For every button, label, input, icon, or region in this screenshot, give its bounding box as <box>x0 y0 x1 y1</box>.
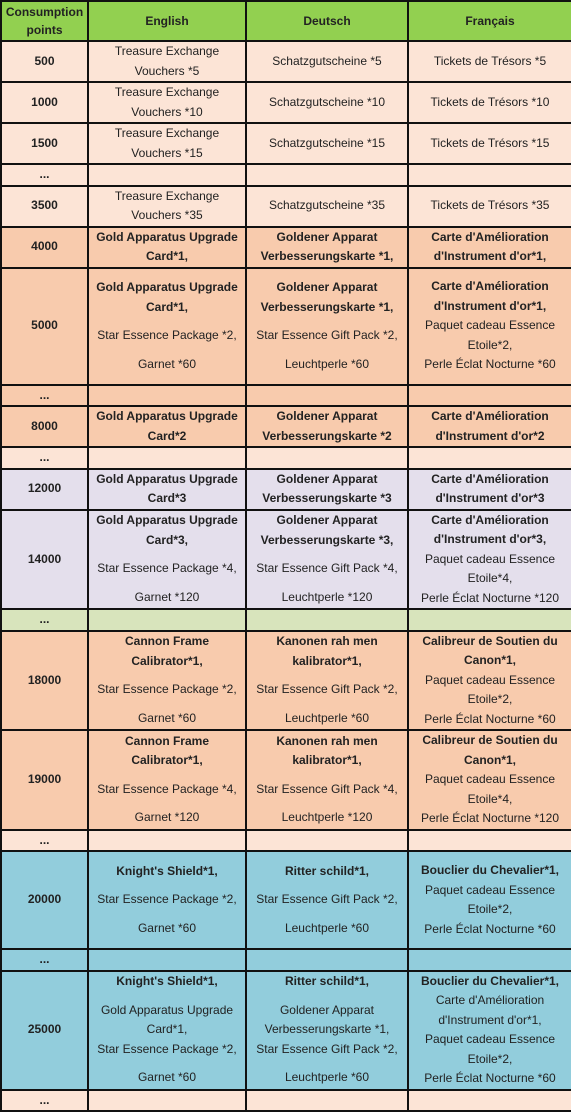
reward-line: Star Essence Gift Pack *2, <box>256 682 398 697</box>
reward-cell-en <box>88 971 246 1090</box>
line-gap <box>91 346 243 355</box>
reward-cell-en <box>88 730 246 830</box>
reward-cell-fr <box>408 82 571 123</box>
line-gap <box>249 700 405 709</box>
reward-line: Schatzgutscheine *5 <box>272 53 382 68</box>
reward-line: Carte d'Amélioration d'Instrument d'or*3 <box>431 471 549 505</box>
points-cell: ... <box>1 164 88 186</box>
points-cell: 3500 <box>1 186 88 227</box>
points-cell: 1000 <box>1 82 88 123</box>
reward-line: Star Essence Gift Pack *2, <box>256 1041 398 1056</box>
reward-cell-de <box>246 123 408 164</box>
reward-cell-de <box>246 447 408 469</box>
points-cell: 8000 <box>1 406 88 447</box>
reward-cell-en <box>88 164 246 186</box>
line-gap <box>249 992 405 1001</box>
reward-cell-fr <box>408 510 571 610</box>
reward-cell-fr <box>408 609 571 631</box>
reward-cell-de <box>246 469 408 510</box>
reward-line: Kanonen rah men kalibrator*1, <box>276 733 378 768</box>
reward-cell-de <box>246 830 408 852</box>
reward-cell-fr <box>408 123 571 164</box>
reward-cell-de <box>246 164 408 186</box>
reward-cell-en <box>88 186 246 227</box>
table-row <box>1 123 571 164</box>
reward-line: Carte d'Amélioration d'Instrument d'or*1, <box>435 993 545 1027</box>
reward-line: Paquet cadeau Essence Etoile*2, <box>424 672 556 706</box>
reward-line: Perle Éclat Nocturne *60 <box>424 711 556 726</box>
reward-line: Leuchtperle *120 <box>281 589 373 604</box>
header-francais: Français <box>408 1 571 41</box>
reward-line: Perle Éclat Nocturne *60 <box>424 1071 556 1085</box>
line-gap <box>249 771 405 780</box>
reward-line: Goldener Apparat Verbesserungskarte *2 <box>262 409 392 443</box>
table-row <box>1 851 571 949</box>
reward-line: Schatzgutscheine *35 <box>268 198 386 213</box>
reward-cell-en <box>88 949 246 971</box>
reward-line: Star Essence Package *2, <box>97 892 237 907</box>
reward-cell-en <box>88 447 246 469</box>
line-gap <box>91 317 243 326</box>
table-row <box>1 971 571 1090</box>
line-gap <box>91 910 243 919</box>
table-row <box>1 186 571 227</box>
points-cell: 4000 <box>1 227 88 268</box>
reward-cell-en <box>88 41 246 82</box>
reward-cell-en <box>88 609 246 631</box>
reward-cell-fr <box>408 186 571 227</box>
reward-line: Knight's Shield*1, <box>116 974 218 989</box>
reward-cell-de <box>246 851 408 949</box>
header-english: English <box>88 1 246 41</box>
reward-line: Carte d'Amélioration d'Instrument d'or*1, <box>431 279 549 313</box>
table-row <box>1 949 571 971</box>
reward-cell-en <box>88 227 246 268</box>
line-gap <box>249 550 405 559</box>
reward-cell-de <box>246 268 408 385</box>
reward-cell-fr <box>408 631 571 731</box>
reward-cell-de <box>246 730 408 830</box>
reward-line: Tickets de Trésors *5 <box>433 53 547 68</box>
line-gap <box>249 671 405 680</box>
reward-cell-en <box>88 406 246 447</box>
reward-line: Kanonen rah men kalibrator*1, <box>276 634 378 668</box>
reward-cell-de <box>246 1090 408 1112</box>
reward-line: Paquet cadeau Essence Etoile*2, <box>424 882 556 916</box>
reward-cell-fr <box>408 447 571 469</box>
reward-line: Gold Apparatus Upgrade Card*1, <box>96 280 238 314</box>
reward-line: Bouclier du Chevalier*1, <box>420 863 560 877</box>
line-gap <box>91 799 243 808</box>
reward-line: Perle Éclat Nocturne *60 <box>424 357 556 372</box>
reward-line: Gold Apparatus Upgrade Card*1, <box>96 229 238 263</box>
points-cell: 500 <box>1 41 88 82</box>
reward-cell-de <box>246 510 408 610</box>
reward-cell-fr <box>408 730 571 830</box>
points-cell: ... <box>1 1090 88 1112</box>
reward-line: Perle Éclat Nocturne *60 <box>424 921 556 936</box>
table-row <box>1 164 571 186</box>
line-gap <box>91 992 243 1001</box>
table-row <box>1 406 571 447</box>
table-row <box>1 1090 571 1112</box>
reward-cell-en <box>88 385 246 407</box>
reward-line: Star Essence Gift Pack *2, <box>256 892 398 907</box>
reward-line: Carte d'Amélioration d'Instrument d'or*2 <box>431 409 549 443</box>
points-cell: 12000 <box>1 469 88 510</box>
reward-cell-de <box>246 186 408 227</box>
reward-line: Star Essence Package *4, <box>97 561 237 576</box>
reward-line: Paquet cadeau Essence Etoile*2, <box>424 1032 556 1066</box>
line-gap <box>249 579 405 588</box>
reward-line: Garnet *120 <box>134 589 200 604</box>
reward-cell-en <box>88 1090 246 1112</box>
reward-cell-fr <box>408 830 571 852</box>
reward-cell-fr <box>408 851 571 949</box>
table-row <box>1 631 571 731</box>
reward-cell-en <box>88 631 246 731</box>
reward-line: Paquet cadeau Essence Etoile*4, <box>424 551 556 585</box>
points-cell: 20000 <box>1 851 88 949</box>
reward-line: Knight's Shield*1, <box>116 863 218 878</box>
reward-line: Leuchtperle *60 <box>284 710 370 725</box>
line-gap <box>249 317 405 326</box>
reward-cell-en <box>88 469 246 510</box>
table-row <box>1 385 571 407</box>
reward-cell-en <box>88 510 246 610</box>
table-row <box>1 227 571 268</box>
reward-cell-fr <box>408 971 571 1090</box>
reward-line: Garnet *60 <box>137 710 197 725</box>
points-cell: 14000 <box>1 510 88 610</box>
reward-line: Ritter schild*1, <box>284 863 370 878</box>
reward-line: Cannon Frame Calibrator*1, <box>124 733 209 768</box>
reward-line: Carte d'Amélioration d'Instrument d'or*1, <box>431 229 549 263</box>
reward-line: Star Essence Package *2, <box>97 1041 237 1056</box>
line-gap <box>91 771 243 780</box>
points-cell: ... <box>1 609 88 631</box>
reward-cell-fr <box>408 406 571 447</box>
reward-line: Tickets de Trésors *15 <box>430 135 550 150</box>
line-gap <box>249 881 405 890</box>
reward-cell-en <box>88 851 246 949</box>
reward-cell-fr <box>408 41 571 82</box>
reward-line: Garnet *60 <box>137 356 197 371</box>
reward-line: Bouclier du Chevalier*1, <box>420 973 560 988</box>
table-row <box>1 510 571 610</box>
line-gap <box>91 579 243 588</box>
reward-line: Gold Apparatus Upgrade Card*3 <box>96 471 238 505</box>
reward-line: Goldener Apparat Verbesserungskarte *1, <box>260 229 394 263</box>
points-cell: ... <box>1 385 88 407</box>
reward-line: Ritter schild*1, <box>284 974 370 989</box>
reward-cell-en <box>88 82 246 123</box>
reward-line: Leuchtperle *60 <box>284 356 370 371</box>
reward-line: Tickets de Trésors *35 <box>430 198 550 213</box>
line-gap <box>91 550 243 559</box>
reward-line: Gold Apparatus Upgrade Card*2 <box>96 409 238 443</box>
line-gap <box>249 799 405 808</box>
reward-line: Star Essence Package *4, <box>97 781 237 796</box>
points-cell: 18000 <box>1 631 88 731</box>
reward-cell-de <box>246 406 408 447</box>
reward-line: Treasure Exchange Vouchers *10 <box>114 85 220 119</box>
points-cell: 25000 <box>1 971 88 1090</box>
reward-line: Goldener Apparat Verbesserungskarte *1, <box>264 1002 390 1037</box>
reward-cell-de <box>246 227 408 268</box>
reward-cell-de <box>246 949 408 971</box>
table-row <box>1 447 571 469</box>
reward-line: Calibreur de Soutien du Canon*1, <box>422 633 558 667</box>
table-row <box>1 268 571 385</box>
table-row <box>1 41 571 82</box>
table-row <box>1 609 571 631</box>
reward-line: Schatzgutscheine *15 <box>268 135 386 150</box>
reward-cell-de <box>246 631 408 731</box>
reward-line: Tickets de Trésors *10 <box>430 94 550 109</box>
reward-line: Calibreur de Soutien du Canon*1, <box>422 733 558 767</box>
points-cell: ... <box>1 830 88 852</box>
reward-cell-de <box>246 971 408 1090</box>
line-gap <box>249 346 405 355</box>
reward-cell-fr <box>408 949 571 971</box>
table-row <box>1 830 571 852</box>
reward-cell-de <box>246 82 408 123</box>
reward-line: Gold Apparatus Upgrade Card*1, <box>100 1002 234 1037</box>
reward-line: Gold Apparatus Upgrade Card*3, <box>96 513 238 547</box>
reward-line: Treasure Exchange Vouchers *5 <box>114 44 220 78</box>
reward-cell-fr <box>408 164 571 186</box>
reward-line: Paquet cadeau Essence Etoile*4, <box>424 772 556 806</box>
table-row <box>1 469 571 510</box>
header-row <box>1 1 571 41</box>
header-deutsch: Deutsch <box>246 1 408 41</box>
header-points: Consumption points <box>1 1 88 41</box>
reward-line: Star Essence Gift Pack *2, <box>256 328 398 342</box>
reward-line: Carte d'Amélioration d'Instrument d'or*3, <box>431 512 549 546</box>
reward-line: Star Essence Package *2, <box>97 328 237 342</box>
reward-cell-fr <box>408 469 571 510</box>
reward-line: Goldener Apparat Verbesserungskarte *1, <box>260 280 394 314</box>
reward-cell-fr <box>408 227 571 268</box>
line-gap <box>91 700 243 709</box>
reward-cell-en <box>88 830 246 852</box>
reward-line: Schatzgutscheine *10 <box>268 94 386 109</box>
points-cell: ... <box>1 447 88 469</box>
reward-cell-de <box>246 385 408 407</box>
reward-line: Star Essence Package *2, <box>97 682 237 697</box>
points-cell: ... <box>1 949 88 971</box>
reward-line: Garnet *60 <box>137 920 197 935</box>
reward-line: Paquet cadeau Essence Etoile*2, <box>424 318 556 352</box>
reward-line: Perle Éclat Nocturne *120 <box>420 811 560 825</box>
reward-cell-en <box>88 268 246 385</box>
reward-cell-fr <box>408 1090 571 1112</box>
reward-cell-fr <box>408 385 571 407</box>
line-gap <box>249 910 405 919</box>
reward-line: Star Essence Gift Pack *4, <box>256 781 398 796</box>
points-cell: 5000 <box>1 268 88 385</box>
reward-line: Garnet *120 <box>134 810 200 825</box>
table-row <box>1 730 571 830</box>
line-gap <box>249 1059 405 1068</box>
reward-cell-de <box>246 609 408 631</box>
table-row <box>1 82 571 123</box>
line-gap <box>91 1059 243 1068</box>
points-cell: 1500 <box>1 123 88 164</box>
reward-line: Treasure Exchange Vouchers *15 <box>114 126 220 160</box>
reward-cell-fr <box>408 268 571 385</box>
line-gap <box>91 881 243 890</box>
reward-line: Treasure Exchange Vouchers *35 <box>114 188 220 222</box>
reward-cell-de <box>246 41 408 82</box>
reward-line: Cannon Frame Calibrator*1, <box>124 634 209 668</box>
points-cell: 19000 <box>1 730 88 830</box>
reward-line: Leuchtperle *60 <box>284 1070 370 1085</box>
reward-line: Leuchtperle *120 <box>281 810 373 825</box>
reward-line: Leuchtperle *60 <box>284 920 370 935</box>
line-gap <box>91 671 243 680</box>
reward-cell-en <box>88 123 246 164</box>
reward-line: Goldener Apparat Verbesserungskarte *3, <box>260 513 394 547</box>
reward-line: Perle Éclat Nocturne *120 <box>420 590 560 605</box>
reward-line: Garnet *60 <box>137 1070 197 1085</box>
reward-line: Goldener Apparat Verbesserungskarte *3 <box>262 471 392 505</box>
reward-line: Star Essence Gift Pack *4, <box>256 561 398 576</box>
